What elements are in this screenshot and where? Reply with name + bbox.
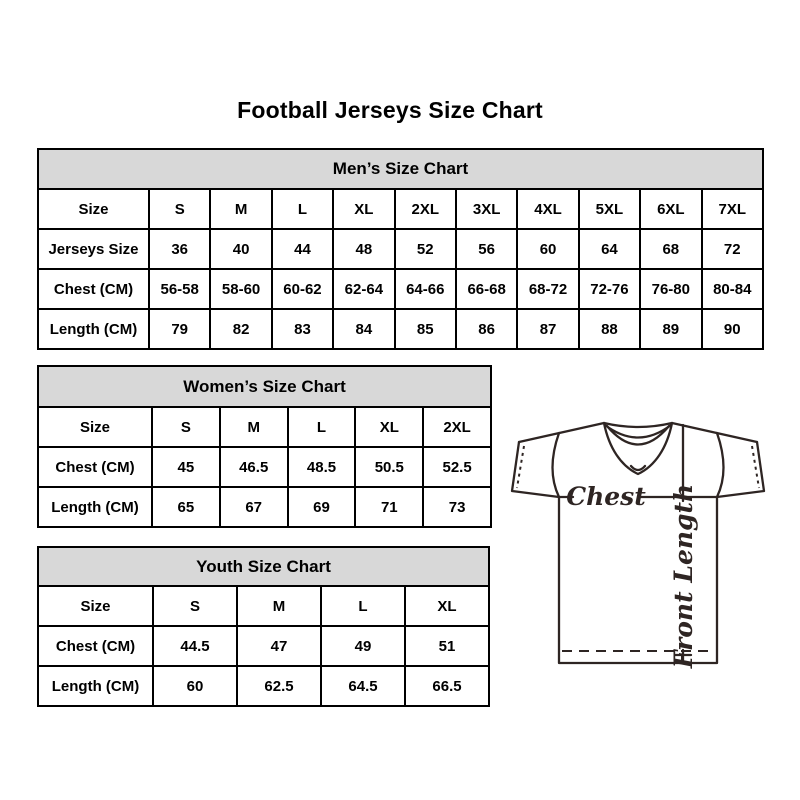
row-label: Length (CM) (38, 487, 152, 527)
size-value-cell: 72 (702, 229, 763, 269)
size-value-cell: 69 (288, 487, 356, 527)
left-shoulder-line (519, 423, 604, 442)
size-value-cell: 60-62 (272, 269, 333, 309)
size-value-cell: 56 (456, 229, 517, 269)
size-value-cell: XL (355, 407, 423, 447)
womens-table-title: Women’s Size Chart (38, 366, 491, 407)
size-value-cell: 46.5 (220, 447, 288, 487)
mens-size-table (37, 148, 764, 350)
size-value-cell: L (272, 189, 333, 229)
mens-table-title: Men’s Size Chart (38, 149, 763, 189)
size-value-cell: 40 (210, 229, 271, 269)
row-label: Length (CM) (38, 309, 149, 349)
size-value-cell: 72-76 (579, 269, 640, 309)
row-label: Chest (CM) (38, 269, 149, 309)
row-label: Size (38, 189, 149, 229)
size-value-cell: 88 (579, 309, 640, 349)
row-label: Length (CM) (38, 666, 153, 706)
size-value-cell: 66-68 (456, 269, 517, 309)
size-value-cell: 44.5 (153, 626, 237, 666)
size-value-cell: 3XL (456, 189, 517, 229)
size-value-cell: 73 (423, 487, 491, 527)
size-value-cell: 68 (640, 229, 701, 269)
size-value-cell: 5XL (579, 189, 640, 229)
size-value-cell: 60 (517, 229, 578, 269)
jersey-measurement-diagram (503, 398, 773, 683)
size-value-cell: 86 (456, 309, 517, 349)
size-value-cell: 82 (210, 309, 271, 349)
jersey-illustration (503, 398, 773, 683)
size-value-cell: L (321, 586, 405, 626)
youth-table-row (38, 586, 489, 626)
size-value-cell: S (149, 189, 210, 229)
row-label: Chest (CM) (38, 447, 152, 487)
womens-table-row (38, 407, 491, 447)
size-value-cell: 71 (355, 487, 423, 527)
jersey-collar (604, 423, 672, 474)
size-value-cell: 45 (152, 447, 220, 487)
size-value-cell: 67 (220, 487, 288, 527)
size-value-cell: 50.5 (355, 447, 423, 487)
size-value-cell: 62.5 (237, 666, 321, 706)
size-value-cell: 64.5 (321, 666, 405, 706)
page-title: Football Jerseys Size Chart (237, 97, 543, 123)
womens-table-row (38, 487, 491, 527)
size-value-cell: 2XL (423, 407, 491, 447)
size-value-cell: 48 (333, 229, 394, 269)
mens-table-row (38, 269, 763, 309)
size-value-cell: M (220, 407, 288, 447)
size-value-cell: 64-66 (395, 269, 456, 309)
size-value-cell: 52 (395, 229, 456, 269)
size-value-cell: 56-58 (149, 269, 210, 309)
size-value-cell: 64 (579, 229, 640, 269)
row-label: Jerseys Size (38, 229, 149, 269)
right-shoulder-line (672, 423, 757, 442)
size-value-cell: 52.5 (423, 447, 491, 487)
size-value-cell: XL (405, 586, 489, 626)
size-value-cell: M (210, 189, 271, 229)
size-value-cell: 80-84 (702, 269, 763, 309)
row-label: Size (38, 586, 153, 626)
size-value-cell: 51 (405, 626, 489, 666)
front-length-label: Front Length (669, 483, 698, 669)
size-value-cell: 89 (640, 309, 701, 349)
right-sleeve (717, 433, 764, 497)
size-value-cell: 58-60 (210, 269, 271, 309)
womens-table-row (38, 447, 491, 487)
left-sleeve (512, 433, 559, 497)
size-value-cell: 36 (149, 229, 210, 269)
size-value-cell: M (237, 586, 321, 626)
row-label: Chest (CM) (38, 626, 153, 666)
chest-label: Chest (566, 482, 646, 511)
size-value-cell: 2XL (395, 189, 456, 229)
size-value-cell: 66.5 (405, 666, 489, 706)
size-value-cell: 90 (702, 309, 763, 349)
size-value-cell: 65 (152, 487, 220, 527)
mens-table-row (38, 229, 763, 269)
size-value-cell: 47 (237, 626, 321, 666)
size-value-cell: 83 (272, 309, 333, 349)
size-value-cell: XL (333, 189, 394, 229)
size-value-cell: L (288, 407, 356, 447)
youth-table-row (38, 626, 489, 666)
size-value-cell: 84 (333, 309, 394, 349)
size-value-cell: 85 (395, 309, 456, 349)
size-value-cell: 76-80 (640, 269, 701, 309)
youth-table-row (38, 666, 489, 706)
size-value-cell: 4XL (517, 189, 578, 229)
size-value-cell: 49 (321, 626, 405, 666)
size-value-cell: 62-64 (333, 269, 394, 309)
youth-size-table (37, 546, 490, 707)
womens-size-table (37, 365, 492, 528)
size-value-cell: 79 (149, 309, 210, 349)
size-value-cell: S (152, 407, 220, 447)
size-value-cell: 87 (517, 309, 578, 349)
mens-table-row (38, 189, 763, 229)
size-value-cell: 6XL (640, 189, 701, 229)
size-value-cell: 44 (272, 229, 333, 269)
size-value-cell: 60 (153, 666, 237, 706)
size-value-cell: 48.5 (288, 447, 356, 487)
youth-table-title: Youth Size Chart (38, 547, 489, 586)
mens-table-row (38, 309, 763, 349)
left-armhole-curve (553, 433, 560, 497)
row-label: Size (38, 407, 152, 447)
right-armhole-curve (717, 433, 724, 497)
size-value-cell: 68-72 (517, 269, 578, 309)
size-value-cell: S (153, 586, 237, 626)
size-value-cell: 7XL (702, 189, 763, 229)
